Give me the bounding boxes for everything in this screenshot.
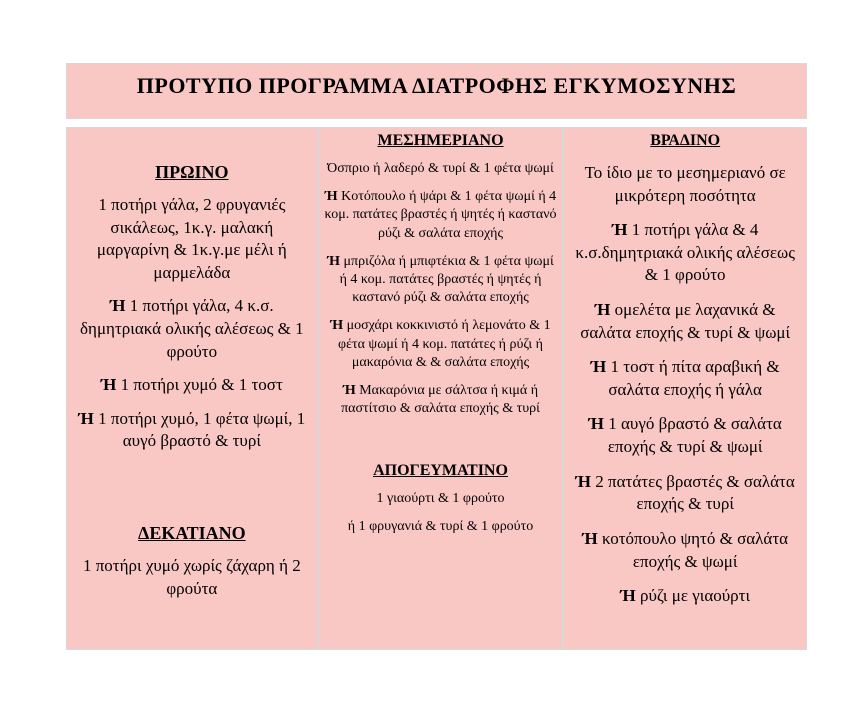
or-prefix: Ή [611, 220, 628, 240]
or-prefix: Ή [582, 528, 598, 548]
meal-section-dinner [568, 132, 802, 608]
meal-item-dinner-1: Ή 1 ποτήρι γάλα & 4 κ.σ.δημητριακά ολικής αλέσεως & 1 φρούτο [575, 220, 795, 285]
meal-item-lunch-3: Ή μοσχάρι κοκκινιστό ή λεμονάτο & 1 φέτα ψωμί ή 4 κομ. πατάτες ή ρύζι ή μακαρόνια & & σαλάτα εποχής [330, 318, 551, 370]
meal-item-afternoon-snack-0: 1 γιαούρτι & 1 φρούτο [376, 491, 505, 507]
or-prefix: Ή [78, 408, 94, 428]
meal-item-lunch-0: Όσπριο ή λαδερό & τυρί & 1 φέτα ψωμί [327, 161, 554, 176]
or-prefix: Ή [620, 586, 636, 606]
meal-item-mid-morning-snack-0: 1 ποτήρι χυμό χωρίς ζάχαρη ή 2 φρούτα [82, 556, 301, 598]
section-header-breakfast: ΠΡΩΙΝΟ [155, 162, 229, 182]
meal-item-lunch-4: Ή Μακαρόνια με σάλτσα ή κιμά ή παστίτσιο & σαλάτα εποχής & τυρί [341, 382, 540, 417]
meal-item-breakfast-3: Ή 1 ποτήρι χυμό, 1 φέτα ψωμί, 1 αυγό βραστό & τυρί [78, 408, 306, 451]
or-prefix: Ή [590, 357, 607, 377]
meal-item-dinner-0: Το ίδιο με το μεσημεριανό σε μικρότερη ποσότητα [584, 163, 786, 205]
section-header-dinner: ΒΡΑΔΙΝΟ [650, 132, 721, 149]
meal-item-lunch-1: Ή Κοτόπουλο ή ψάρι & 1 φέτα ψωμί ή 4 κομ. πατάτες βραστές ή ψητές ή καστανό ρύζι & σαλάτα εποχής [324, 189, 557, 241]
meal-item-dinner-6: Ή κοτόπουλο ψητό & σαλάτα εποχής & ψωμί [582, 528, 789, 571]
section-header-afternoon-snack: ΑΠΟΓΕΥΜΑΤΙΝΟ [373, 462, 508, 480]
or-prefix: Ή [100, 375, 117, 395]
table-title: ΠΡΟΤΥΠΟ ΠΡΟΓΡΑΜΜΑ ΔΙΑΤΡΟΦΗΣ ΕΓΚΥΜΟΣΥΝΗΣ [66, 63, 807, 119]
or-prefix: Ή [575, 471, 592, 491]
or-prefix: Ή [324, 189, 338, 205]
or-prefix: Ή [327, 253, 341, 269]
or-prefix: Ή [594, 300, 611, 320]
meal-item-breakfast-1: Ή 1 ποτήρι γάλα, 4 κ.σ. δημητριακά ολικής αλέσεως & 1 φρούτο [80, 296, 304, 361]
breakfast-column-cell [66, 127, 318, 650]
section-header-lunch: ΜΕΣΗΜΕΡΙΑΝΟ [377, 132, 504, 149]
meal-item-dinner-2: Ή ομελέτα με λαχανικά & σαλάτα εποχής & τυρί & ψωμί [580, 300, 791, 342]
or-prefix: Ή [110, 296, 126, 316]
meal-item-dinner-7: Ή ρύζι με γιαούρτι [620, 586, 751, 606]
meal-item-dinner-3: Ή 1 τοστ ή πίτα αραβική & σαλάτα εποχής ή γάλα [590, 357, 780, 399]
meal-item-dinner-4: Ή 1 αυγό βραστό & σαλάτα εποχής & τυρί & ψωμί [588, 414, 782, 457]
meal-section-afternoon-snack [324, 462, 558, 536]
meal-section-breakfast [75, 162, 309, 453]
meal-section-mid-morning-snack [75, 523, 309, 600]
section-header-mid-morning-snack: ΔΕΚΑΤΙΑΝΟ [138, 523, 246, 544]
meal-item-dinner-5: Ή 2 πατάτες βραστές & σαλάτα εποχής & τυρί [575, 471, 795, 514]
meal-item-afternoon-snack-1: ή 1 φρυγανιά & τυρί & 1 φρούτο [347, 519, 534, 535]
or-prefix: Ή [588, 414, 604, 434]
lunch-column-cell [318, 127, 564, 650]
or-prefix: Ή [342, 382, 356, 398]
or-prefix: Ή [330, 318, 344, 334]
meal-columns-row [66, 127, 807, 650]
meal-section-lunch [324, 132, 558, 418]
diet-program-table [66, 63, 807, 650]
meal-item-lunch-2: Ή μπριζόλα ή μπιφτέκια & 1 φέτα ψωμί ή 4 κομ. πατάτες βραστές ή ψητές ή καστανό ρύζι & σαλάτα εποχής [327, 253, 554, 306]
dinner-column-cell [563, 127, 807, 650]
meal-item-breakfast-0: 1 ποτήρι γάλα, 2 φρυγανιές σικάλεως, 1κ.γ. μαλακή μαργαρίνη & 1κ.γ.με μέλι ή μαρμελάδα [96, 195, 287, 282]
meal-item-breakfast-2: Ή 1 ποτήρι χυμό & 1 τοστ [100, 375, 283, 395]
title-content-gap [66, 119, 807, 127]
